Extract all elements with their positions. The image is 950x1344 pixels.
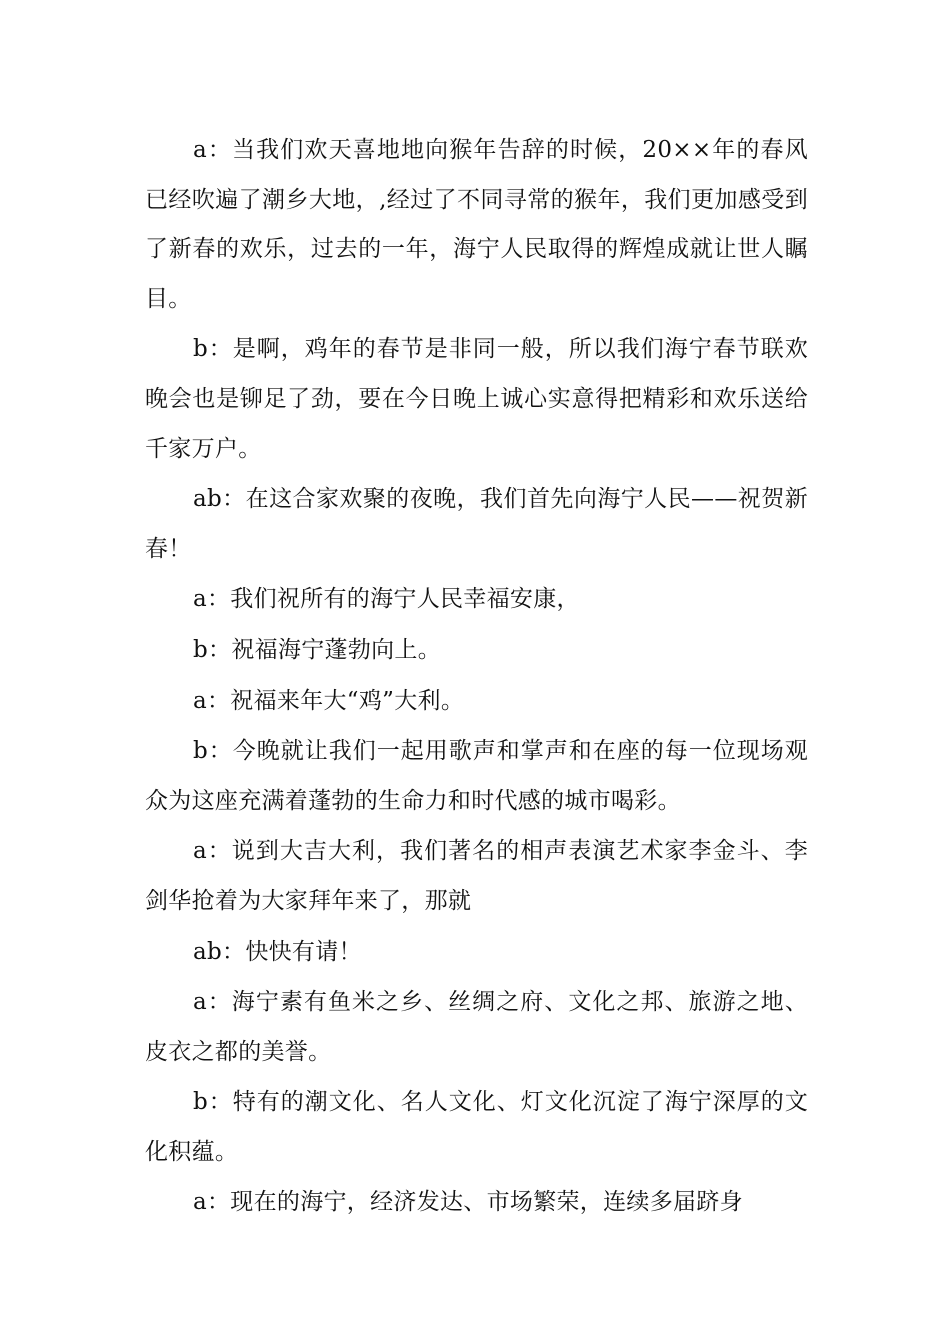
paragraph-3: ab：在这合家欢聚的夜晚，我们首先向海宁人民——祝贺新春！ [145,486,808,562]
paragraph-10: a：海宁素有鱼米之乡、丝绸之府、文化之邦、旅游之地、皮衣之都的美誉。 [145,989,808,1065]
paragraph-12: a：现在的海宁，经济发达、市场繁荣，连续多届跻身 [193,1189,743,1216]
paragraph-4: a：我们祝所有的海宁人民幸福安康， [193,586,580,613]
paragraph-8: a：说到大吉大利，我们著名的相声表演艺术家李金斗、李剑华抢着为大家拜年来了，那就 [145,838,808,914]
paragraph-7: b：今晚就让我们一起用歌声和掌声和在座的每一位现场观众为这座充满着蓬勃的生命力和时代感的城市喝彩。 [145,738,808,814]
paragraph-5: b：祝福海宁蓬勃向上。 [193,636,442,663]
paragraph-1: a：当我们欢天喜地地向猴年告辞的时候，20××年的春风已经吹遍了潮乡大地，,经过了不同寻常的猴年，我们更加感受到了新春的欢乐，过去的一年，海宁人民取得的辉煌成就让世人瞩目。 [145,137,808,312]
paragraph-2: b：是啊，鸡年的春节是非同一般，所以我们海宁春节联欢晚会也是铆足了劲，要在今日晚上诚心实意得把精彩和欢乐送给千家万户。 [145,336,808,462]
paragraph-9: ab：快快有请！ [193,938,362,965]
paragraph-6: a：祝福来年大“鸡”大利。 [193,687,465,714]
paragraph-11: b：特有的潮文化、名人文化、灯文化沉淀了海宁深厚的文化积蕴。 [145,1089,808,1165]
